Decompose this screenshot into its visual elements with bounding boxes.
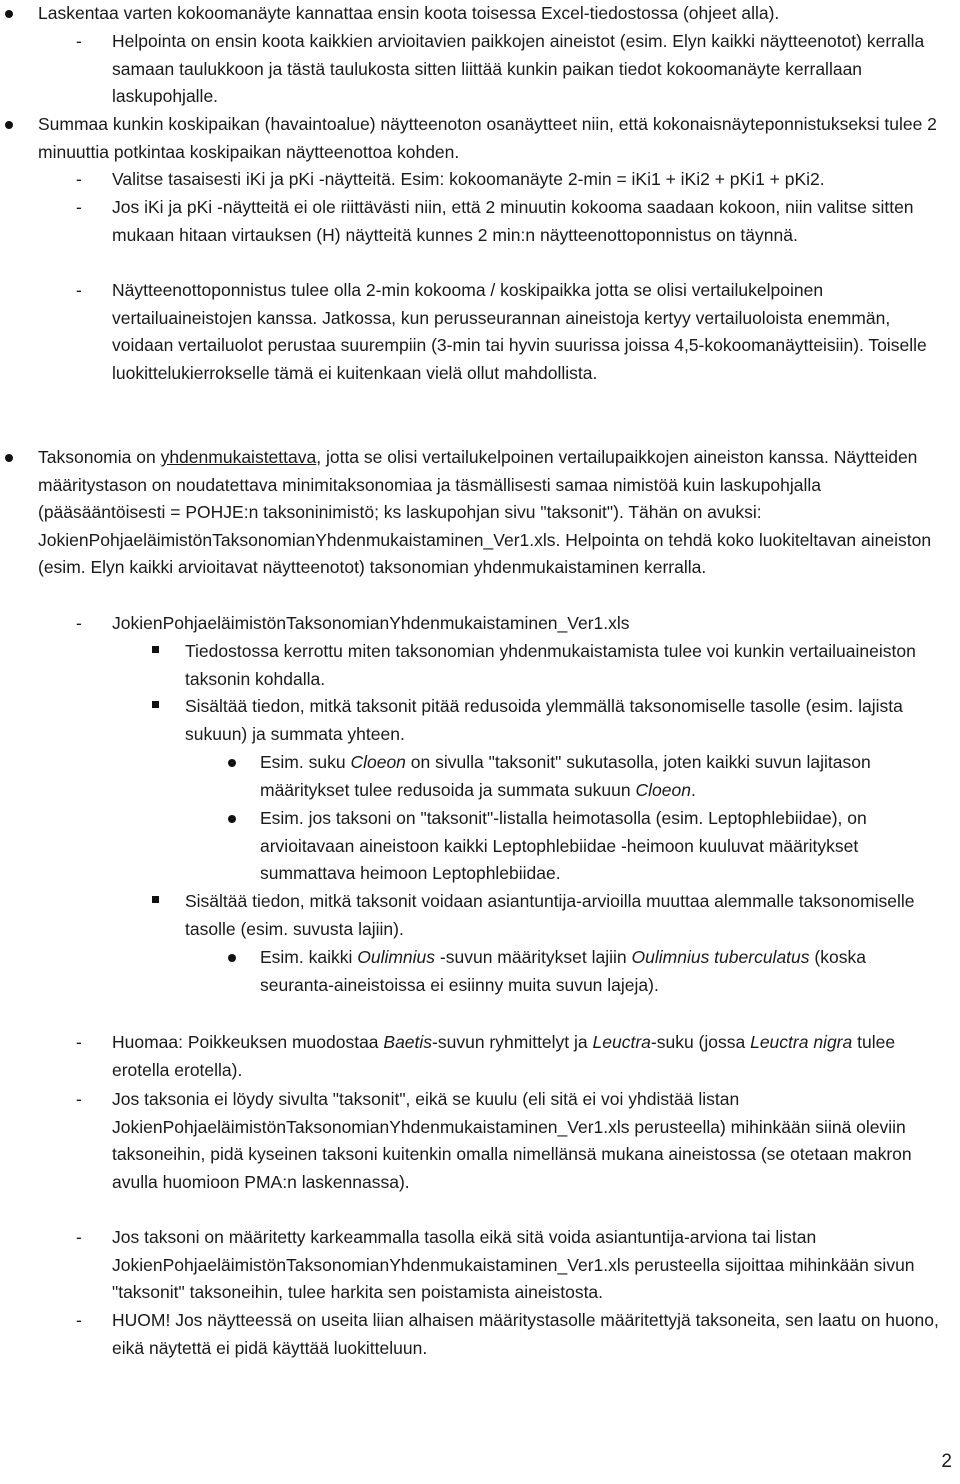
paragraph: Näytteenottoponnistus tulee olla 2-min kokooma / koskipaikka jotta se olisi vertailukelpoinen vertailuaineistojen kanssa. Jatkossa, kun perusseurannan aineistoja kertyy vertailuoloista enemmän, voidaan vertailuolot perustaa suurempiin (3-min tai hyvin suurissa joissa 4,5-kokoomanäytteisiin). Toiselle luokittelukierrokselle tämä ei kuitenkaan vielä ollut mahdollista. <box>112 280 927 383</box>
bullet-icon <box>5 10 13 18</box>
dash-marker: - <box>76 169 82 189</box>
bullet-icon <box>228 954 236 962</box>
dash-marker: - <box>76 1089 82 1109</box>
square-bullet-icon <box>152 701 159 708</box>
paragraph: Jos iKi ja pKi -näytteitä ei ole riittävästi niin, että 2 minuutin kokooma saadaan kokoon, niin valitse sitten mukaan hitaan virtauksen (H) näytteitä kunnes 2 min:n näytteenottoponnistus on täynnä. <box>112 197 914 245</box>
paragraph: Taksonomia on yhdenmukaistettava, jotta se olisi vertailukelpoinen vertailupaikkojen aineiston kanssa. Näytteiden määritystason on noudatettava minimitaksonomiaa ja täsmällisesti samaa nimistöä kuin laskupohjalla (pääsääntöisesti = POHJE:n taksoninimistö; ks laskupohjan sivu "taksonit"). Tähän on avuksi: JokienPohjaeläimistönTaksonomianYhdenmukaistaminen_Ver1.xls. Helpointa on tehdä koko luokiteltavan aineiston (esim. Elyn kaikki arvioitavat näytteenotot) taksonomian yhdenmukaistaminen kerralla. <box>38 447 932 578</box>
paragraph: HUOM! Jos näytteessä on useita liian alhaisen määritystasolle määritettyjä taksoneita, sen laatu on huono, eikä näytettä ei pidä käyttää luokitteluun. <box>112 1310 939 1358</box>
paragraph: Sisältää tiedon, mitkä taksonit voidaan asiantuntija-arvioilla muuttaa alemmalle taksonomiselle tasolle (esim. suvusta lajiin). <box>185 891 915 939</box>
square-bullet-icon <box>152 646 159 653</box>
dash-marker: - <box>76 613 82 633</box>
paragraph: Tiedostossa kerrottu miten taksonomian yhdenmukaistamista tulee voi kunkin vertailuaineiston taksonin kohdalla. <box>185 641 916 689</box>
paragraph: Jos taksoni on määritetty karkeammalla tasolla eikä sitä voida asiantuntija-arviona tai listan JokienPohjaeläimistönTaksonomianYhdenmukaistaminen_Ver1.xls perusteella sijoittaa mihinkään sivun "taksonit" taksoneihin, tulee harkita sen poistamista aineistosta. <box>112 1227 915 1303</box>
dash-marker: - <box>76 1032 82 1052</box>
paragraph: JokienPohjaeläimistönTaksonomianYhdenmukaistaminen_Ver1.xls <box>112 613 630 633</box>
paragraph: Jos taksonia ei löydy sivulta "taksonit", eikä se kuulu (eli sitä ei voi yhdistää listan JokienPohjaeläimistönTaksonomianYhdenmukaistaminen_Ver1.xls perusteella) mihinkään siinä oleviin taksoneihin, pidä kyseinen taksoni kuitenkin omalla nimellänsä mukana aineistossa (se otetaan makron avulla huomioon PMA:n laskennassa). <box>112 1089 912 1192</box>
bullet-icon <box>228 815 236 823</box>
paragraph: Valitse tasaisesti iKi ja pKi -näytteitä. Esim: kokoomanäyte 2-min = iKi1 + iKi2 + pKi1 + pKi2. <box>112 169 825 189</box>
dash-marker: - <box>76 1227 82 1247</box>
paragraph: Huomaa: Poikkeuksen muodostaa Baetis-suvun ryhmittelyt ja Leuctra-suku (jossa Leuctra nigra tulee erotella erotella). <box>112 1032 896 1080</box>
square-bullet-icon <box>152 896 159 903</box>
paragraph: Esim. kaikki Oulimnius -suvun määritykset lajiin Oulimnius tuberculatus (koska seuranta-aineistoissa ei esiinny muita suvun lajeja). <box>260 947 866 995</box>
paragraph: Esim. suku Cloeon on sivulla "taksonit" sukutasolla, joten kaikki suvun lajitason määritykset tulee redusoida ja summata sukuun Cloeon. <box>260 752 871 800</box>
underlined-word: yhdenmukaistettava <box>160 447 317 467</box>
bullet-icon <box>228 759 236 767</box>
bullet-icon <box>5 121 13 129</box>
paragraph: Esim. jos taksoni on "taksonit"-listalla heimotasolla (esim. Leptophlebiidae), on arvioitavaan aineistoon kaikki Leptophlebiidae -heimoon kuuluvat määritykset summattava heimoon Leptophlebiidae. <box>260 808 867 884</box>
bullet-icon <box>5 454 13 462</box>
dash-marker: - <box>76 1310 82 1330</box>
dash-marker: - <box>76 197 82 217</box>
dash-marker: - <box>76 280 82 300</box>
dash-marker: - <box>76 31 82 51</box>
page-number: 2 <box>941 1451 952 1472</box>
paragraph: Sisältää tiedon, mitkä taksonit pitää redusoida ylemmällä taksonomiselle tasolle (esim. lajista sukuun) ja summata yhteen. <box>185 696 903 744</box>
paragraph: Helpointa on ensin koota kaikkien arvioitavien paikkojen aineistot (esim. Elyn kaikki näytteenotot) kerralla samaan taulukkoon ja tästä taulukosta sitten liittää kunkin paikan tiedot kokoomanäyte kerrallaan laskupohjalle. <box>112 31 925 107</box>
paragraph: Summaa kunkin koskipaikan (havaintoalue) näytteenoton osanäytteet niin, että kokonaisnäyteponnistukseksi tulee 2 minuuttia potkintaa koskipaikan näytteenottoa kohden. <box>38 114 937 162</box>
paragraph: Laskentaa varten kokoomanäyte kannattaa ensin koota toisessa Excel-tiedostossa (ohjeet alla). <box>38 3 780 23</box>
